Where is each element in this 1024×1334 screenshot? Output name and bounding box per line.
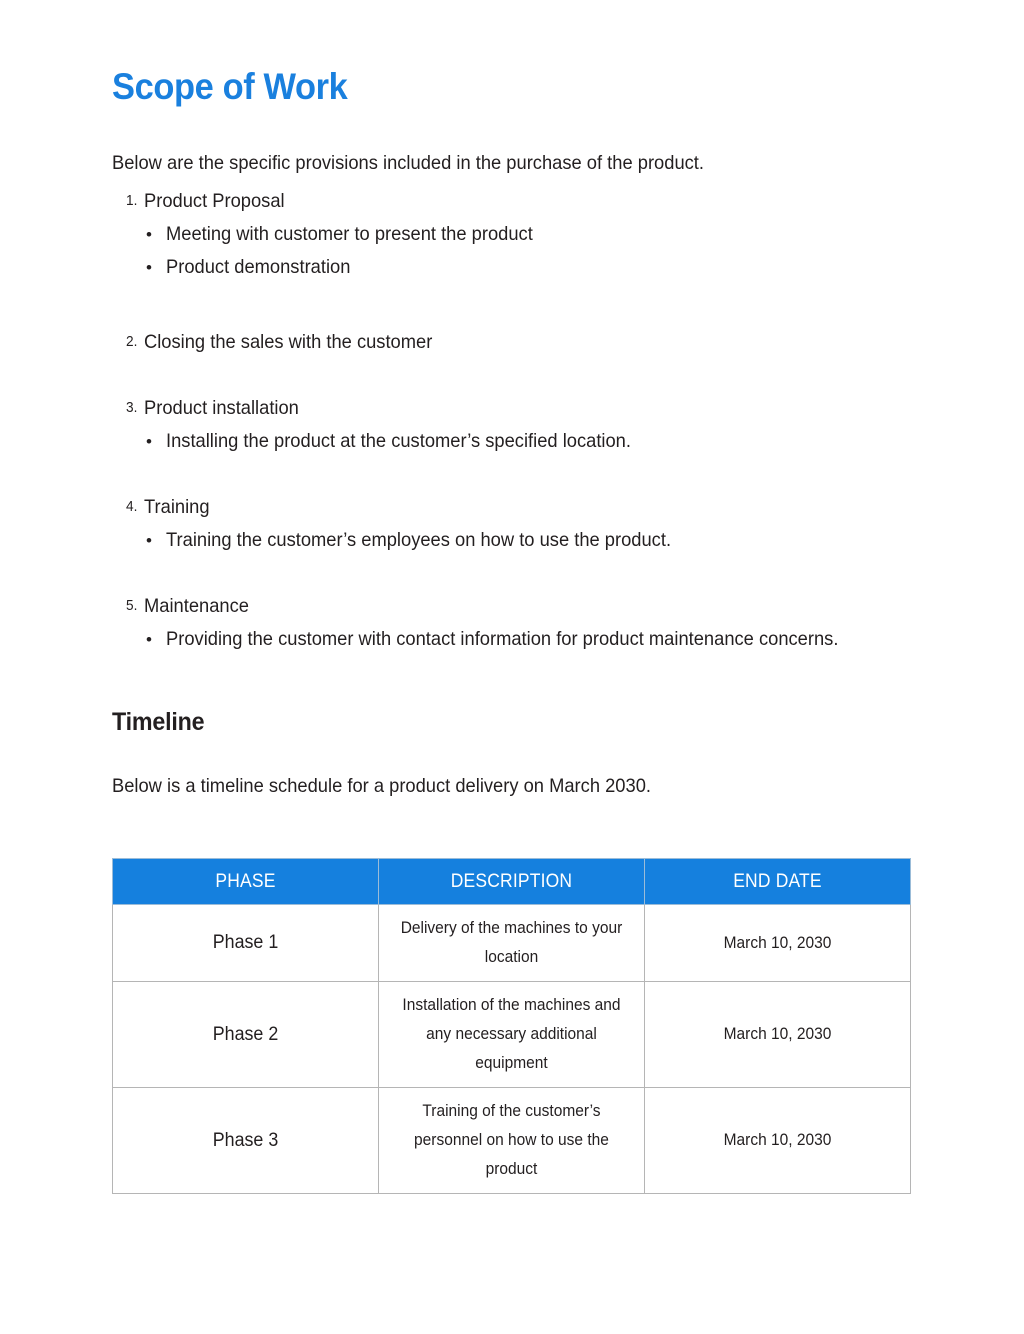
bullet-icon: • [146,431,152,451]
cell-phase [113,982,379,1088]
sub-bullet-list [144,218,912,284]
sub-item-text: Product demonstration [166,255,351,278]
list-item [112,491,912,557]
sub-bullet-list [144,524,912,557]
cell-description-text: Delivery of the machines to your location [400,919,623,967]
bullet-icon: • [146,224,152,244]
list-item [144,623,906,656]
list-item [144,425,912,458]
cell-phase-text: Phase 1 [212,932,279,954]
bullet-icon: • [146,257,152,277]
sub-item-text: Meeting with customer to present the product [166,222,533,245]
cell-description-text: Training of the customer’s personnel on how to use the product [414,1102,609,1179]
cell-phase-text: Phase 3 [212,1129,279,1151]
cell-end-date-text: March 10, 2030 [723,1025,832,1044]
sub-item-text: Installing the product at the customer’s specified location. [166,429,631,452]
list-item-label: Maintenance [144,594,249,617]
cell-description [379,905,645,982]
intro-paragraph: Below are the specific provisions included in the purchase of the product. [112,151,704,174]
list-item-number: 4. [126,498,138,515]
cell-end-date-text: March 10, 2030 [723,1131,832,1150]
cell-phase-text: Phase 2 [212,1023,279,1045]
list-item [144,251,912,284]
cell-description-text: Installation of the machines and any necessary additional equipment [402,996,621,1073]
column-header-description [379,859,645,905]
list-item-label: Product installation [144,396,299,419]
list-item-number: 5. [126,597,138,614]
sub-bullet-list [144,425,912,458]
list-item-label: Product Proposal [144,189,285,212]
column-header-end-date-label: END DATE [733,870,822,892]
list-item [112,185,912,284]
cell-end-date [645,1088,911,1194]
cell-end-date [645,905,911,982]
page-title: Scope of Work [112,66,348,107]
list-item [144,218,912,251]
cell-description [379,1088,645,1194]
list-item [112,326,912,359]
timeline-table-container [112,802,912,1194]
list-item [112,392,912,458]
cell-end-date [645,982,911,1088]
list-item [144,524,912,557]
table-body [113,905,911,1194]
cell-phase [113,1088,379,1194]
sub-bullet-list [144,623,912,656]
column-header-phase-label: PHASE [215,870,276,892]
column-header-description-label: DESCRIPTION [450,870,573,892]
list-item [112,590,912,656]
timeline-table [112,858,911,1194]
list-item-number: 3. [126,399,138,416]
timeline-heading: Timeline [112,707,205,736]
list-item-label: Training [144,495,210,518]
list-item-number: 2. [126,333,138,350]
cell-phase [113,905,379,982]
cell-end-date-text: March 10, 2030 [723,933,832,952]
table-header [113,859,911,905]
scope-of-work-list [112,185,912,656]
table-row [113,905,911,982]
table-row [113,982,911,1088]
table-row [113,1088,911,1194]
sub-item-text: Training the customer’s employees on how to use the product. [166,528,672,551]
bullet-icon: • [146,629,152,649]
timeline-paragraph: Below is a timeline schedule for a product delivery on March 2030. [112,775,651,798]
sub-item-text: Providing the customer with contact information for product maintenance concerns. [166,627,839,650]
list-item-number: 1. [126,192,138,209]
list-item-label: Closing the sales with the customer [144,330,433,353]
column-header-phase [113,859,379,905]
bullet-icon: • [146,530,152,550]
table-header-row [113,859,911,905]
cell-description [379,982,645,1088]
column-header-end-date [645,859,911,905]
document-content [112,0,912,1194]
